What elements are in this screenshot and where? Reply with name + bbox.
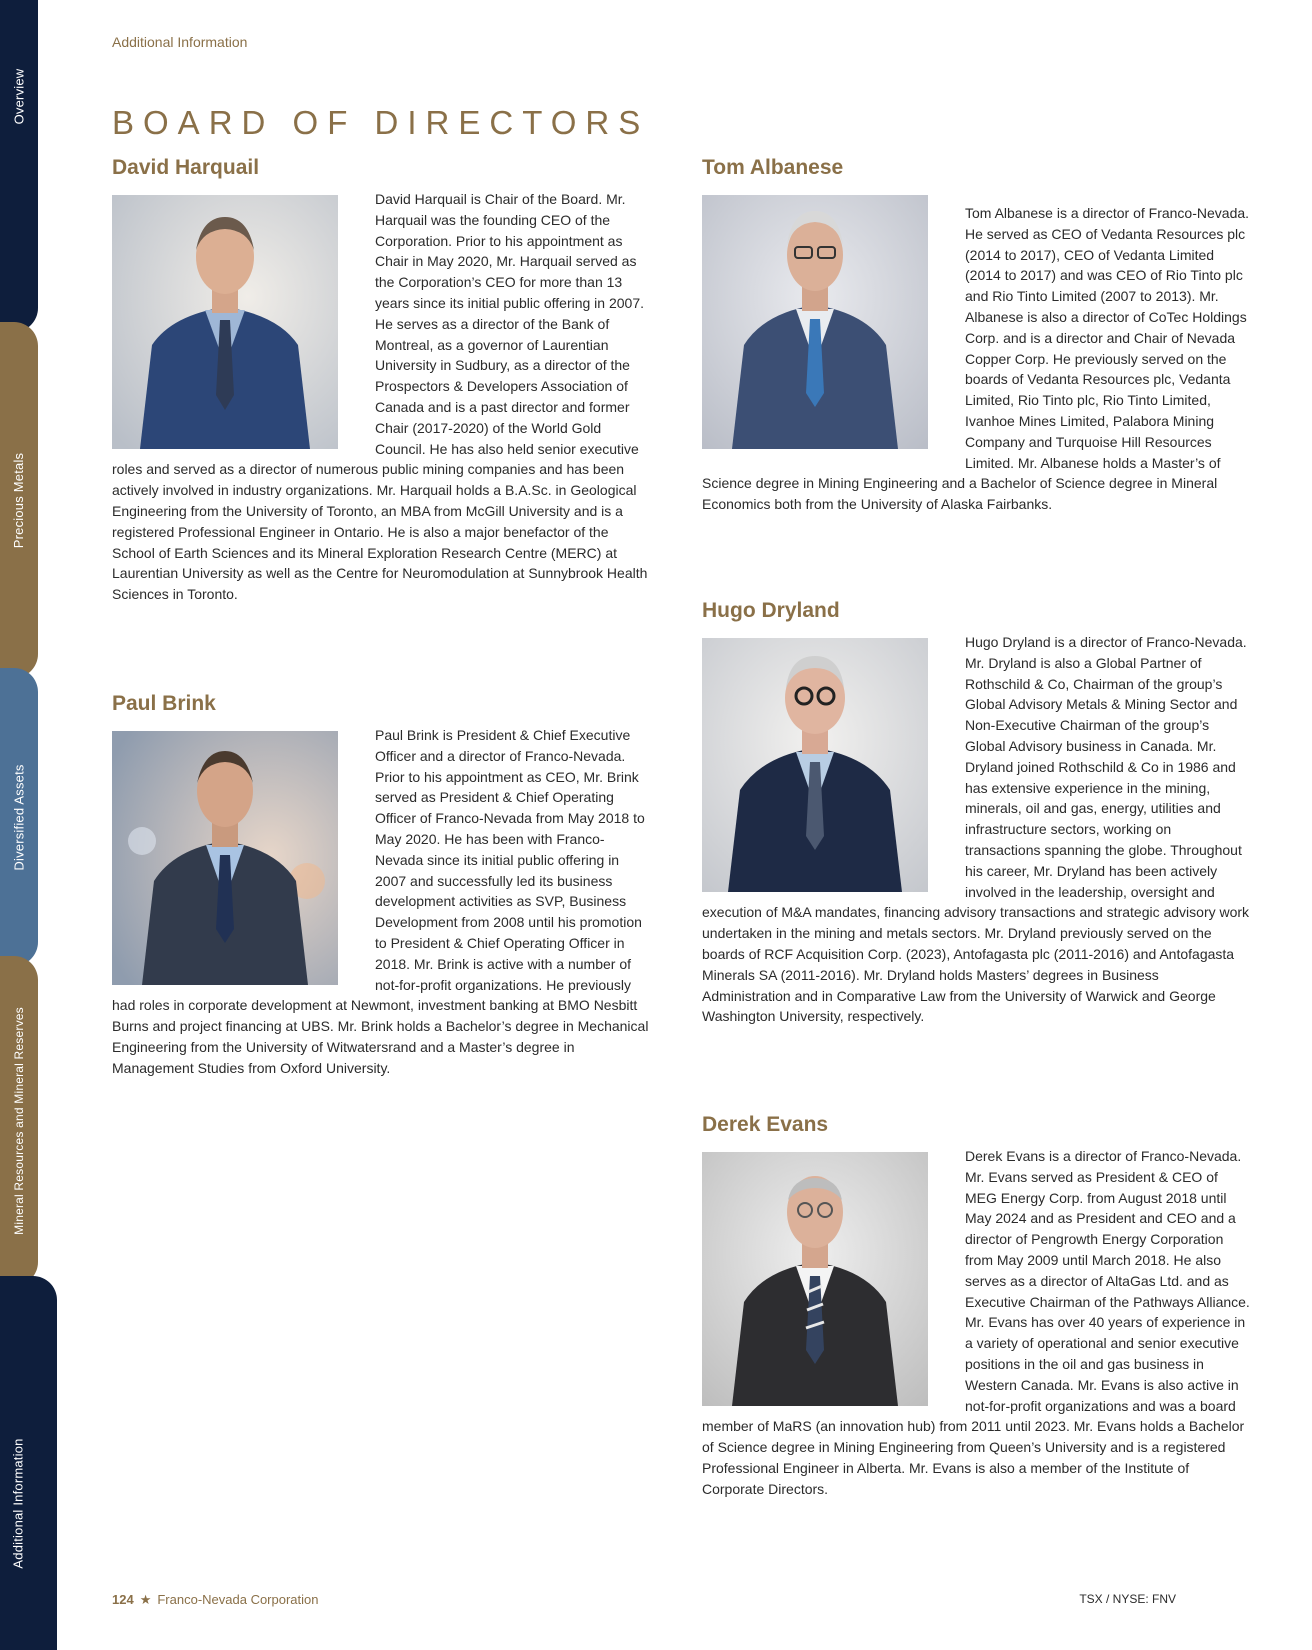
- director-profile-dryland: [702, 599, 1250, 1027]
- director-name: Paul Brink: [112, 692, 216, 715]
- page-number: 124: [112, 1592, 134, 1607]
- director-profile-albanese: [702, 156, 1250, 515]
- director-bio: David Harquail is Chair of the Board. Mr. Harquail was the founding CEO of the Corporation. Prior to his appointment as Chair in May 2020, Mr. Harquail served as the Corporation’s CEO for more than 13 years since its initial public offering in 2007. He serves as a director of the Bank of Montreal, as a governor of Laurentian University in Sudbury, as a director of the Prospectors & Developers Association of Canada and is a past director and former Chair (2017-2020) of the World Gold Council. He has also held senior executive roles and served as a director of numerous public mining companies and has been actively involved in industry organizations. Mr. Harquail holds a B.A.Sc. in Geological Engineering from the University of Toronto, an MBA from McGill University and is a registered Professional Engineer in Ontario. He is also a major benefactor of the School of Earth Sciences and its Mineral Exploration Research Centre (MERC) at Laurentian University as well as the Centre for Neuromodulation at Sunnybrook Health Sciences in Toronto.: [112, 191, 648, 603]
- director-photo: [702, 1152, 928, 1406]
- footer-left: [112, 1592, 319, 1608]
- side-tabs: [0, 0, 57, 1650]
- side-tab-label: Overview: [11, 68, 27, 124]
- section-header: Additional Information: [112, 34, 248, 50]
- side-tab-label: Precious Metals: [11, 452, 27, 548]
- director-name: Tom Albanese: [702, 156, 844, 179]
- page-title: BOARD OF DIRECTORS: [112, 104, 650, 141]
- director-name: Hugo Dryland: [702, 599, 840, 622]
- director-name: Derek Evans: [702, 1113, 829, 1136]
- director-photo: [112, 731, 338, 985]
- director-photo: [702, 195, 928, 449]
- side-tab-precious-metals[interactable]: [0, 322, 38, 678]
- side-tab-overview[interactable]: [0, 0, 38, 332]
- director-photo: [702, 638, 928, 892]
- side-tab-label: Diversified Assets: [11, 763, 27, 871]
- director-bio: Paul Brink is President & Chief Executive Officer and a director of Franco-Nevada. Prior to his appointment as CEO, Mr. Brink served as President & Chief Operating Officer of Franco-Nevada from May 2018 to May 2020. He has been with Franco-Nevada since its initial public offering in 2007 and successfully led its business development activities as SVP, Business Development from 2008 until his promotion to President & Chief Operating Officer in 2018. Mr. Brink is active with a number of not-for-profit organizations. He previously had roles in corporate development at Newmont, investment banking at BMO Nesbitt Burns and project financing at UBS. Mr. Brink holds a Bachelor’s degree in Mechanical Engineering from the University of Witwatersrand and a Master’s degree in Management Studies from Oxford University.: [112, 727, 649, 1076]
- side-tab-mineral-resources[interactable]: [0, 956, 38, 1286]
- star-icon: ★: [139, 1592, 152, 1607]
- director-name: David Harquail: [112, 156, 260, 179]
- director-profile-harquail: [112, 156, 650, 605]
- director-profile-brink: [112, 692, 650, 1079]
- director-bio: Tom Albanese is a director of Franco-Nevada. He served as CEO of Vedanta Resources plc (2014 to 2017), CEO of Vedanta Limited (2014 to 2017) and was CEO of Rio Tinto plc and Rio Tinto Limited (2007 to 2013). Mr. Albanese is also a director of CoTec Holdings Corp. and is a director and Chair of Nevada Copper Corp. He previously served on the boards of Vedanta Resources plc, Vedanta Limited, Rio Tinto plc, Rio Tinto Limited, Ivanhoe Mines Limited, Palabora Mining Company and Turquoise Hill Resources Limited. Mr. Albanese holds a Master’s of Science degree in Mining Engineering and a Bachelor of Science degree in Mineral Economics both from the University of Alaska Fairbanks.: [702, 205, 1250, 513]
- side-tab-label: Mineral Resources and Mineral Reserves: [12, 1007, 27, 1235]
- ticker-label: TSX / NYSE: FNV: [1079, 1592, 1176, 1606]
- side-tab-label: Additional Information: [11, 1437, 26, 1569]
- company-name: Franco-Nevada Corporation: [157, 1592, 319, 1607]
- director-bio: Hugo Dryland is a director of Franco-Nevada. Mr. Dryland is also a Global Partner of Rothschild & Co, Chairman of the group’s Global Advisory Metals & Mining Sector and Non-Executive Chairman of the group’s Global Advisory business in Canada. Mr. Dryland joined Rothschild & Co in 1986 and has extensive experience in the mining, minerals, oil and gas, energy, utilities and infrastructure sectors, working on transactions spanning the globe. Throughout his career, Mr. Dryland has been actively involved in the leadership, oversight and execution of M&A mandates, financing advisory transactions and strategic advisory work undertaken in the mining and metals sectors. Mr. Dryland previously served on the boards of RCF Acquisition Corp. (2023), Antofagasta plc (2011-2016) and Antofagasta Minerals SA (2011-2016). Mr. Dryland holds Masters’ degrees in Business Administration and in Comparative Law from the University of Warwick and George Washington University, respectively.: [702, 634, 1250, 1025]
- director-photo: [112, 195, 338, 449]
- side-tab-diversified-assets[interactable]: [0, 668, 38, 966]
- director-bio: Derek Evans is a director of Franco-Nevada. Mr. Evans served as President & CEO of MEG Energy Corp. from August 2018 until May 2024 and as President and CEO and a director of Pengrowth Energy Corporation from May 2009 until March 2018. He also serves as a director of AltaGas Ltd. and as Executive Chairman of the Pathways Alliance. Mr. Evans has over 40 years of experience in a variety of operational and senior executive positions in the oil and gas business in Western Canada. Mr. Evans is also active in not-for-profit organizations and was a board member of MaRS (an innovation hub) from 2011 until 2023. Mr. Evans holds a Bachelor of Science degree in Mining Engineering from Queen’s University and is a registered Professional Engineer in Alberta. Mr. Evans is also a member of the Institute of Corporate Directors.: [702, 1148, 1250, 1497]
- director-profile-evans: [702, 1113, 1250, 1500]
- side-tab-additional-information[interactable]: [0, 1276, 57, 1650]
